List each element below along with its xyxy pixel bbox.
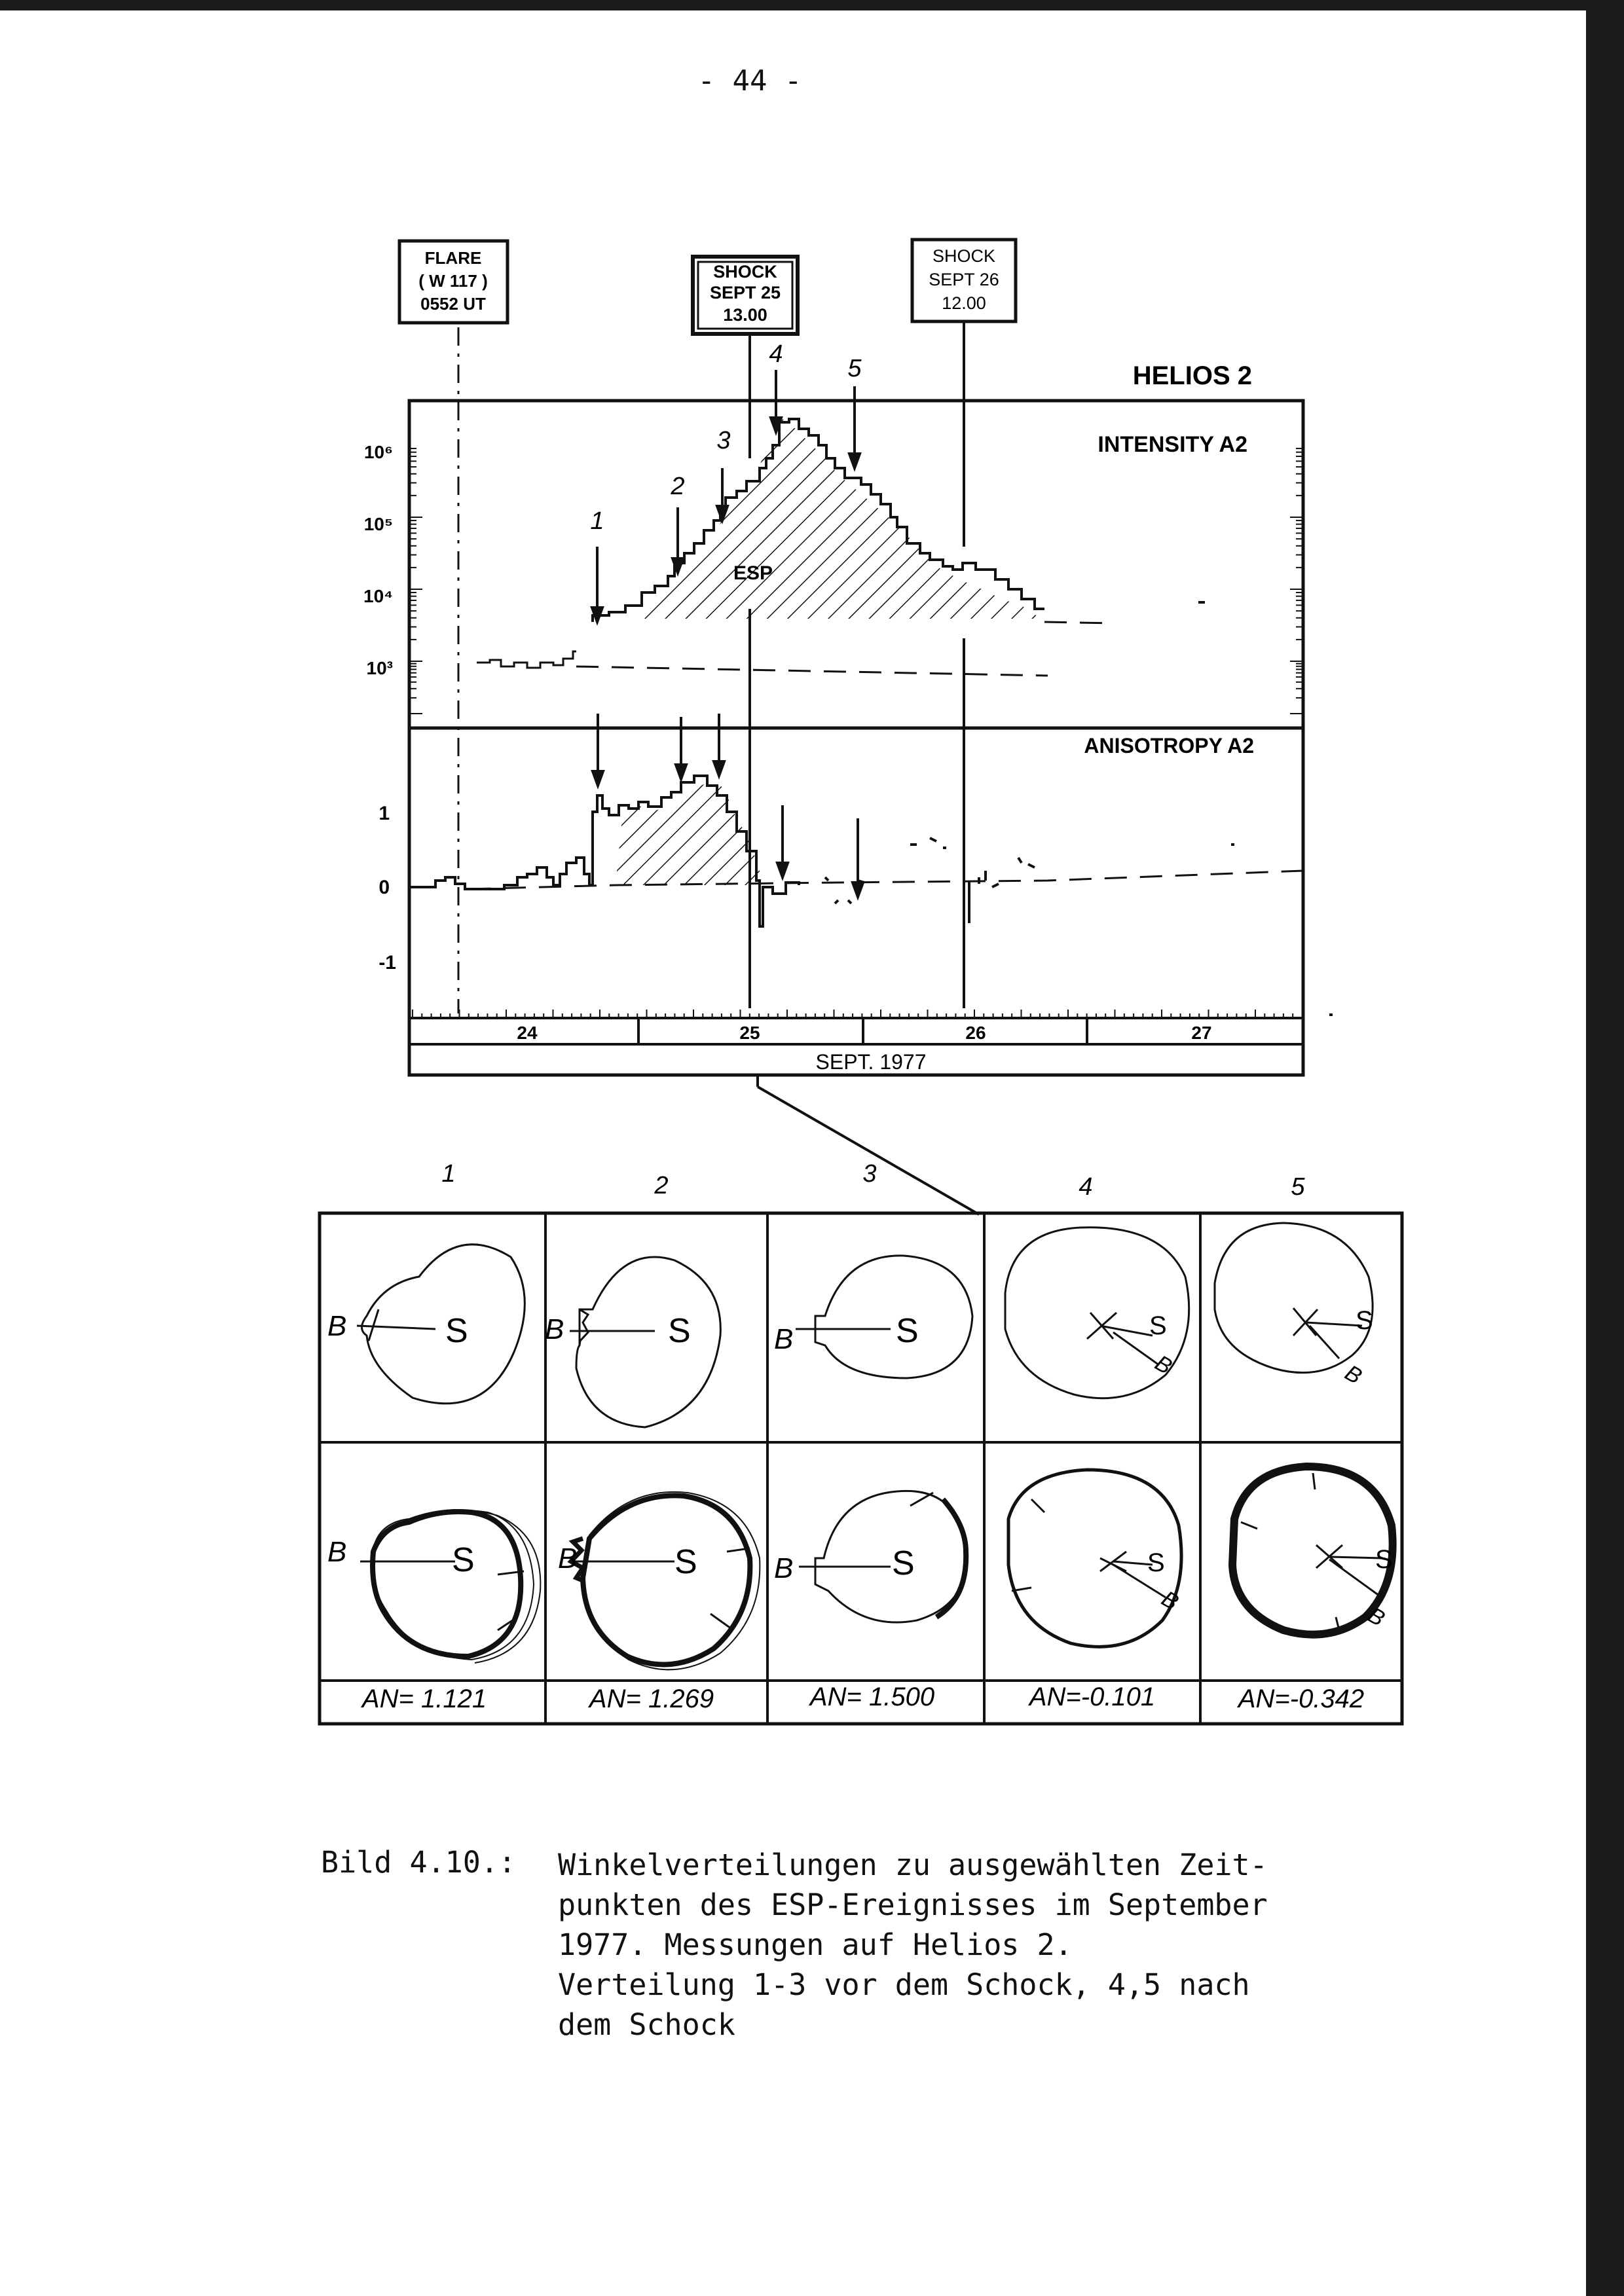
y-tick-1e5: 10⁵	[363, 514, 393, 534]
distribution-bottom-4-b-label: B	[1157, 1586, 1183, 1615]
anisotropy-title: ANISOTROPY A2	[1084, 734, 1254, 757]
arrow-head	[777, 863, 788, 877]
flare-box-line-2: ( W 117 )	[418, 271, 488, 291]
shock-sept25-box	[693, 257, 798, 334]
x-day-24: 24	[517, 1023, 538, 1043]
arrow-head	[853, 883, 863, 897]
y-tick-1e6: 10⁶	[363, 442, 393, 462]
an-value-4: AN=-0.101	[1029, 1683, 1156, 1711]
arrow-head	[714, 761, 724, 776]
shock-sept25-line-1: SHOCK	[713, 262, 777, 282]
shock-sept26-line-2: SEPT 26	[929, 270, 999, 289]
distribution-top-2-s-label: S	[668, 1312, 691, 1350]
distribution-bottom-2	[571, 1492, 760, 1669]
distribution-top-3-s-label: S	[896, 1312, 919, 1350]
distribution-top-1-s-label: S	[445, 1312, 468, 1350]
distribution-bottom-3-b-label: B	[774, 1552, 794, 1584]
column-number-3: 3	[862, 1160, 877, 1188]
marker-number-4: 4	[769, 340, 783, 368]
distribution-bottom-3	[799, 1491, 967, 1622]
x-day-25: 25	[739, 1023, 760, 1043]
background-histogram	[477, 651, 576, 668]
shock-sept26-box	[912, 240, 1016, 321]
distribution-bottom-4-s-label: S	[1147, 1548, 1165, 1577]
arrow-head	[676, 765, 686, 779]
column-number-5: 5	[1291, 1173, 1305, 1201]
distribution-bottom-2-b-label: B	[558, 1542, 578, 1575]
distribution-bottom-5-b-label: B	[1363, 1602, 1389, 1631]
distribution-top-3-b-label: B	[774, 1323, 794, 1355]
shock-sept26-line-3: 12.00	[942, 293, 986, 313]
column-number-1: 1	[441, 1160, 456, 1188]
marker-number-1: 1	[590, 507, 604, 535]
anisotropy-scatter-marks	[825, 838, 1333, 1015]
shock-sept25-line-2: SEPT 25	[709, 283, 781, 302]
arrow-head	[849, 454, 860, 468]
distribution-top-2	[570, 1257, 720, 1427]
distribution-top-4-b-label: B	[1151, 1350, 1176, 1379]
caption-line-5: dem Schock	[558, 2007, 735, 2042]
distribution-bottom-1-b-label: B	[327, 1536, 347, 1568]
an-value-3: AN= 1.500	[809, 1683, 935, 1711]
distribution-top-4-s-label: S	[1149, 1311, 1167, 1340]
arrow-head	[593, 771, 603, 786]
caption-label: Bild 4.10.:	[321, 1845, 517, 1880]
distribution-bottom-1	[360, 1510, 540, 1663]
caption-text	[558, 1845, 1370, 2045]
column-number-4: 4	[1079, 1173, 1093, 1201]
y-tick-anis-1: 1	[378, 803, 390, 824]
y-tick-anis-0: 0	[378, 877, 390, 898]
flare-box	[399, 241, 507, 323]
esp-label: ESP	[733, 562, 773, 584]
caption-line-3: 1977. Messungen auf Helios 2.	[558, 1927, 1073, 1962]
distribution-top-1	[357, 1245, 525, 1404]
distribution-bottom-2-s-label: S	[674, 1543, 697, 1581]
caption-line-1: Winkelverteilungen zu ausgewählten Zeit-	[558, 1848, 1268, 1882]
spacecraft-label: HELIOS 2	[1132, 361, 1252, 390]
caption-line-4: Verteilung 1-3 vor dem Schock, 4,5 nach	[558, 1967, 1250, 2002]
column-number-2: 2	[654, 1172, 669, 1199]
esp-hatched-region	[642, 419, 1041, 619]
distribution-top-2-b-label: B	[545, 1313, 564, 1345]
marker-number-3: 3	[716, 427, 731, 454]
flare-box-line-1: FLARE	[424, 248, 482, 268]
distribution-top-5-s-label: S	[1356, 1306, 1373, 1335]
y-tick-1e3: 10³	[366, 658, 393, 678]
flare-box-line-3: 0552 UT	[420, 294, 486, 314]
y-tick-1e4: 10⁴	[363, 586, 393, 606]
distribution-bottom-3-s-label: S	[892, 1544, 915, 1582]
marker-number-5: 5	[847, 355, 862, 382]
page-number: - 44 -	[697, 64, 802, 98]
y-tick-anis-minus1: -1	[378, 952, 396, 974]
x-axis-label: SEPT. 1977	[815, 1050, 927, 1074]
shock-sept26-line-1: SHOCK	[932, 246, 996, 266]
an-value-2: AN= 1.269	[589, 1685, 714, 1713]
marker-number-2: 2	[671, 473, 685, 500]
x-day-26: 26	[965, 1023, 986, 1043]
an-value-5: AN=-0.342	[1238, 1685, 1365, 1713]
distribution-top-3	[796, 1256, 972, 1378]
distribution-bottom-1-s-label: S	[452, 1541, 475, 1579]
an-value-1: AN= 1.121	[361, 1685, 487, 1713]
shock-sept25-line-3: 13.00	[723, 305, 767, 325]
intensity-baselines	[576, 622, 1113, 676]
intensity-title: INTENSITY A2	[1098, 432, 1247, 457]
distribution-top-5	[1215, 1223, 1373, 1373]
distribution-top-1-b-label: B	[327, 1310, 347, 1342]
distribution-top-5-b-label: B	[1340, 1360, 1366, 1389]
distribution-bottom-5	[1232, 1467, 1393, 1635]
distribution-grid	[320, 1213, 1402, 1724]
caption-line-2: punkten des ESP-Ereignisses im September	[558, 1887, 1268, 1922]
x-day-27: 27	[1191, 1023, 1212, 1043]
distribution-bottom-5-s-label: S	[1375, 1545, 1393, 1574]
